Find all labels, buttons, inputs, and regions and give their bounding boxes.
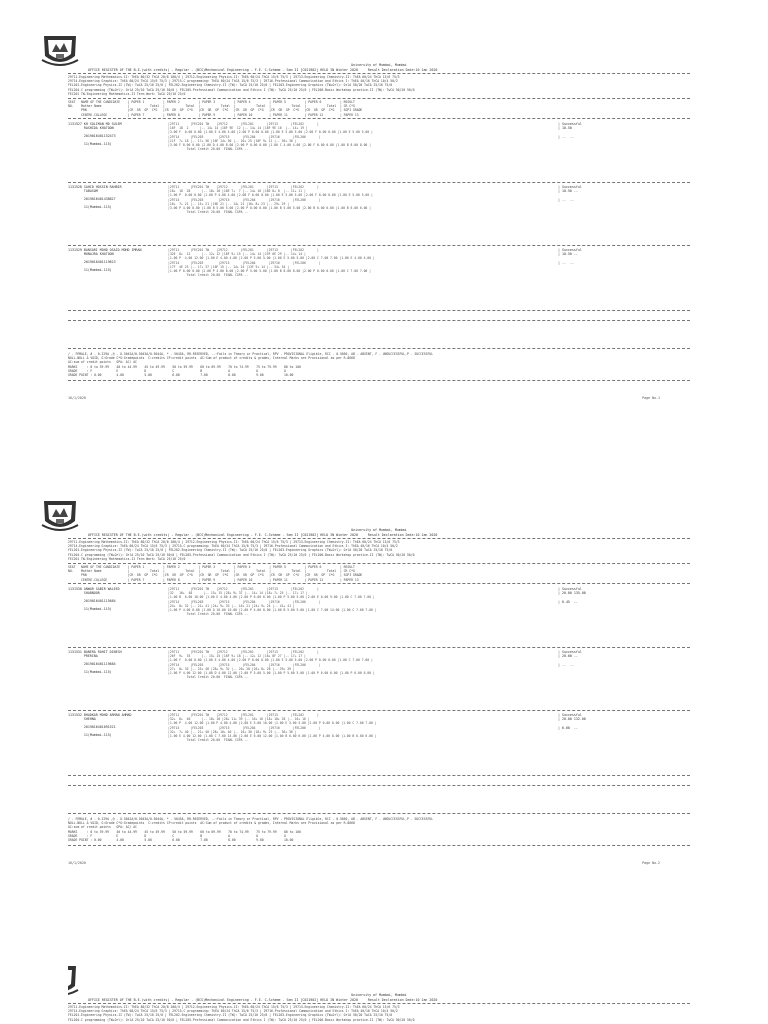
office-register-title: OFFICE REGISTER OF THE B.E.(with credits) - Regular - (BCS)Mechanical Engineering - F.E. C-Scheme - Sem II [C021902] HELD IN Winter 2020 Result Declaration Date:10 Jan 2020 (88, 68, 438, 72)
office-register-title: OFFICE REGISTER OF THE B.E.(with credits) - Regular - (BCS)Mechanical Engineering - F.E. C-Scheme - Sem II [C021902] HELD IN Winter 2020 Result Declaration Date:10 Jan 2020 (88, 533, 438, 537)
divider (68, 380, 690, 381)
result-cell: | Successful | 20.00 135.00 | 6.45 -- (558, 587, 586, 605)
column-header-line: NO. Mother Name | Total | Total | Total | Total | Total | Total | CR C*G (68, 104, 355, 109)
divider (68, 73, 690, 74)
result-cell: | Successful | 10.50 -- | -- -- (558, 248, 582, 266)
divider (68, 710, 690, 711)
subject-list (68, 75, 690, 96)
university-name: University of Mumbai, Mumbai (351, 993, 407, 997)
marks-grid: |29711 |FEC201 TW |29712 |FEL201 |29713 |FEL202 | |32E 8+ 12 |-- 12+ 12 |18F 9+ 15 |-- 14+ 14 |19F 0E 29 |-- 14+ 14 | |1.00 P 4.00 12.00 |1.00 E 4.00 4.00 |2.00 P 5.00 5.00 |1.00 E 5.00 5.00 |2.00 C 7.00 7.00 |1.00 E 4.00 4.00 | |29714 |FEL203 |29715 |FEL204 |29716 |FEL206 | |17F 4E 23 |-- 17+ 37 |16F 15 |-- 14+ 24 |13F 9+ 14 |-- 34+ 34 | |1.00 P 0.00 0.00 |2.00 P 4.00 8.00 |2.00 P 5.00 5.00 |1.00 B 8.00 8.00 |2.00 P 0.00 0.00 |1.00 C 7.00 7.00 | Total Credit 20.00 FINAL CGPA -- (168, 248, 375, 278)
divider (68, 98, 690, 99)
student-record (68, 587, 690, 645)
register-page-2 (68, 495, 690, 895)
office-register-title: OFFICE REGISTER OF THE B.E.(with credits) - Regular - (BCS)Mechanical Engineering - F.E. C-Scheme - Sem II [C021902] HELD IN Winter 2020 Result Declaration Date:10 Jan 2020 (88, 998, 438, 1002)
column-header-line: NO. Mother Name | Total | Total | Total | Total | Total | Total | CR C*G (68, 569, 355, 574)
legend-line: MARKS : 0 to 39.99 40 to 44.99 45 to 49.99 50 to 59.99 60 to 69.99 70 to 74.99 75 to 79.99 80 to 100 (68, 364, 301, 369)
candidate-info: 1131531 BANERA ROHIT DINESH PRERINA 2019016401119684 11(Mumbai-115) (68, 650, 122, 674)
register-page-3 (68, 960, 690, 1024)
result-cell: | Successful | 10.50 | -- -- (558, 122, 582, 140)
result-cell: | Successful | 20.00 -- | -- -- (558, 650, 582, 668)
marks-grid: |29711 |FEC201 TW |29712 |FEL201 |29713 |FEL202 | |18F 18 2 |-- 14+ 14 |18F 9E 12 |-- 14+ 14 |18F 9E 16 |-- 14+ 19 | |3.00 F 0.00 0.00 |1.00 E 4.00 4.00 |2.00 P 0.00 0.00 |1.00 E 5.00 5.00 |2.00 F 0.00 0.00 |1.00 E 5.00 5.00 | |29714 |FEL203 |29715 |FEL204 |29716 |FEL206 | |11F 7+ 18 |-- 17+ 36 |16F 14+ 30 |-- 10+ 25 |10F 9+ 11 |-- 36+ 36 | |3.00 F 0.00 0.00 |2.00 D 4.00 8.00 |2.00 P 0.00 0.00 |1.00 C 4.00 4.00 |2.00 F 0.00 0.00 |1.00 B 8.00 8.00 | Total Credit 20.00 FINAL CGPA -- (168, 122, 373, 152)
subject-line: 29711-Engineering Mathematics-II: ThEA 80/32 ThCA 20/8 100/4 | 29712-Engineering Physics-II: ThEA 60/24 ThCA 15/6 75/3 | 29713-Engineering Chemistry-II: ThEA 60/24 ThCA 15/6 75/3 (68, 1005, 400, 1009)
column-header-line: SEAT NAME OF THE CANDIDATE | PAPER 1 | PAPER 2 | PAPER 3 | PAPER 4 | PAPER 5 | PAPER 6 | RESULT (68, 565, 355, 569)
legend-line: GRADE POINT : 0.00 4.00 5.00 6.00 7.00 8.00 9.00 10.00 (68, 373, 294, 378)
column-header (68, 100, 690, 117)
subject-line: 29711-Engineering Mathematics-II: ThEA 80/32 ThCA 20/8 100/4 | 29712-Engineering Physics-II: ThEA 60/24 ThCA 15/6 75/3 | 29713-Engineering Chemistry-II: ThEA 60/24 ThCA 15/6 75/3 (68, 540, 400, 544)
marks-grid: |29711 |FEC201 TW |29712 |FEL201 |29713 |FEL202 | |32+ 8+ 40 |-- 18+ 18 |28+ 11+ 39 |-- 16+ 16 |18+ 10+ 28 |-- 16+ 16 | |1.00 P 4.00 12.00 |1.00 P 4.00 4.00 |2.00 E 5.00 10.00 |1.00 E 5.00 5.00 |2.00 P 0.00 0.00 |1.00 C 7.00 7.00 | |29714 |FEL203 |29715 |FEL204 |29716 |FEL206 | |32+ 7+ 40 |-- 21+ 40 |28+ 10+ 40 |-- 16+ 30 |18+ 9+ 23 |-- 36+ 36 | |1.00 E 4.00 12.00 |1.00 C 7.00 14.00 |2.00 E 6.00 12.00 |1.00 B 6.00 6.00 |2.00 P 4.00 8.00 |1.00 B 6.00 6.00 | Total Credit 20.00 FINAL CGPA -- (168, 713, 377, 743)
marks-grid: |29711 |FEC201 TW |29712 |FEL201 |29713 |FEL202 | |32 16+ 48 |-- 15+ 15 |28+ 9+ 37 |-- 14+ 14 |18+ 7+ 25 |-- 17+ 17 | |1.00 B 6.00 18.00 |1.00 E 4.00 4.00 |2.00 P 6.00 6.00 |1.00 P 5.00 5.00 |2.00 E 6.00 9.00 |1.00 C 7.00 7.00 | |29714 |FEL203 |29715 |FEL204 |29716 |FEL206 | |24+ 8+ 32 |-- 21+ 41 |24+ 9+ 33 |-- 16+ 21 |24+ 9+ 24 |-- 41+ 41 | |1.00 P 4.00 8.00 |1.00 O 10.00 10.00 |2.00 P 4.00 8.00 |1.00 B 5.00 5.00 |1.00 C 7.00 14.00 |1.00 C 7.00 7.00 | Total Credit 20.00 FINAL CGPA -- (168, 587, 377, 617)
divider (68, 775, 690, 776)
subject-line: FEC201 TW-Engineering Mathematics-II Term Work: TwCA 25/10 25/0 (68, 91, 186, 96)
legend-line: MARKS : 0 to 39.99 40 to 44.99 45 to 49.99 50 to 59.99 60 to 69.99 70 to 74.99 75 to 79.99 80 to 100 (68, 829, 301, 834)
column-header (68, 565, 690, 582)
register-page-1 (68, 30, 690, 430)
legend-line: GRADE POINT : 0.00 4.00 5.00 6.00 7.00 8.00 9.00 10.00 (68, 838, 294, 843)
marks-grid: |29711 |FEC201 TW |29712 |FEL201 |29713 |FEL202 | |26F 9+ 35 |-- 15+ 15 |18F 9+ 18 |-- 12+ 12 |16+ 8F 27 |-- 17+ 17 | |1.00 F 0.00 0.00 |1.00 E 4.00 4.00 |2.00 P 0.00 0.00 |1.00 E 5.00 5.00 |2.00 P 0.00 0.00 |1.00 C 7.00 7.00 | |29714 |FEL203 |29715 |FEL204 |29716 |FEL206 | |27+ 8+ 35 |-- 25+ 48 |28+ 9+ 32 |-- 20+ 28 |26+ 8+ 28 |-- 39+ 39 | |1.00 P 4.00 12.00 |1.00 D 4.00 12.00 |2.00 P 5.00 5.00 |1.00 P 5.00 5.00 |1.00 P 6.00 6.00 |1.00 P 6.00 6.00 | Total Credit 20.00 FINAL CGPA -- (168, 650, 375, 680)
divider (68, 563, 690, 564)
legend-line: NULL-NULL & VOID, G:Grade C*G:Gradepoints C:credits CP:credit points AC:Sum of product of credits & grades, Internal Marks are Provisional as per R.8668 (68, 821, 355, 826)
university-name: University of Mumbai, Mumbai (351, 63, 407, 67)
subject-line: FEL201-Engineering Physics-II (TW): TwCA 25/10 25/0 | FEL202-Engineering Chemistry-II (TW): TwCA 25/10 25/0 | FEL203-Engineering Graphics (TW+Orl): OrlA 50/20 TwCA 25/10 75/0 (68, 83, 393, 88)
column-header-line: PRN |CR GR GP C*G |CR GR GP C*G |CR GR GP C*G |CR GR GP C*G |CR GR GP C*G |CR GR GP C*G | SGPI GRADE (68, 573, 363, 578)
divider (68, 348, 690, 349)
legend (68, 352, 690, 377)
subject-line: FEL201-Engineering Physics-II (TW): TwCA 25/10 25/0 | FEL202-Engineering Chemistry-II (TW): TwCA 25/10 25/0 | FEL203-Engineering Graphics (TW+Orl): OrlA 50/20 TwCA 25/10 75/0 (68, 1013, 393, 1018)
marks-grid: |29711 |FEC201 TW |29712 |FEL201 |29713 |FEL202 | |18+ 18 28 |-- 18+ 18 |18E 7+ 7 |-- 14+ 16 |18E 8+ 8 |-- 11+ 11 | |1.00 P 0.00 0.00 |1.00 P 4.00 4.00 |2.00 F 0.00 0.00 |1.00 E 5.00 5.00 |2.00 F 0.00 0.00 |1.00 E 5.00 5.00 | |29714 |FEL203 |29715 |FEL204 |29716 |FEL206 | |16+ 7+ 21 |-- 15+ 21 |16E 21 |-- 14+ 21 |16+ 8+ 23 |-- 29+ 29 | |3.00 P 4.00 8.00 |1.00 B 5.00 5.00 |2.00 P 0.00 0.00 |1.00 B 5.00 5.00 |2.00 B 6.00 6.00 |1.00 B 6.00 6.00 | Total Credit 20.00 FINAL CGPA -- (168, 185, 373, 215)
divider (68, 813, 690, 814)
candidate-info: 1131528 SAHID HOSSIN RAHBIR TABASUM 2019016401438827 11(Mumbai-115) (68, 185, 122, 209)
divider (68, 785, 690, 786)
column-header-line: SEAT NAME OF THE CANDIDATE | PAPER 1 | PAPER 2 | PAPER 3 | PAPER 4 | PAPER 5 | PAPER 6 | RESULT (68, 100, 355, 104)
column-header-line: PRN |CR GR GP C*G |CR GR GP C*G |CR GR GP C*G |CR GR GP C*G |CR GR GP C*G |CR GR GP C*G | SGPI GRADE (68, 108, 363, 113)
legend (68, 817, 690, 842)
subject-line: 29714-Engineering Graphics: ThEA 60/24 ThCA 15/6 75/3 | 29715-C programming: ThEA 60/24 ThCA 15/6 75/3 | 29716-Professional Communication and Ethics I: ThEA 40/16 ThCA 10/4 50/2 (68, 79, 398, 84)
subject-line: 29714-Engineering Graphics: ThEA 60/24 ThCA 15/6 75/3 | 29715-C programming: ThEA 60/24 ThCA 15/6 75/3 | 29716-Professional Communication and Ethics I: ThEA 40/16 ThCA 10/4 50/2 (68, 544, 398, 549)
subject-line: FEC201 TW-Engineering Mathematics-II Term Work: TwCA 25/10 25/0 (68, 556, 186, 561)
column-header-line: CENTRE-COLLEGE | PAPER 7 | PAPER 8 | PAPER 9 | PAPER 10 | PAPER 11 | PAPER 12 | PAPER 13 (68, 577, 359, 582)
print-date: 16/1/2020 (68, 861, 86, 865)
result-cell: | Successful | 20.00 132.00 | 6.60 -- (558, 713, 586, 731)
candidate-info: 1131530 ANWAR SABIR WALEED SHABNOOR 2019016401115684 11(Mumbai-115) (68, 587, 120, 611)
subject-line: FEL204-C programming (TW+Orl): OrlA 25/10 TwCA 25/10 50/0 | FEL205-Professional Communication and Ethics I (TW): TwCA 25/10 25/0 | FEL206-Basic Workshop practice-II (TW): TwCA 50/20 50/0 (68, 1017, 415, 1022)
legend-line: NULL-NULL & VOID, G:Grade C*G:Gradepoints C:credits CP:credit points AC:Sum of product of credits & grades, Internal Marks are Provisional as per R.8668 (68, 356, 355, 361)
subject-list (68, 540, 690, 561)
print-date: 16/1/2020 (68, 396, 86, 400)
page-number: Page No.1 (642, 396, 660, 400)
divider (68, 118, 690, 119)
university-name: University of Mumbai, Mumbai (351, 528, 407, 532)
divider (68, 583, 690, 584)
candidate-info: 1131532 BHADKAR MOHD ARMAN AHMAD SHEHNA 2019016401091521 11(Mumbai-115) (68, 713, 132, 737)
legend-line: AC:sum of credit points GPA: AC/ AC (68, 360, 137, 365)
page-number: Page No.2 (642, 861, 660, 865)
subject-line: 29711-Engineering Mathematics-II: ThEA 80/32 ThCA 20/8 100/4 | 29712-Engineering Physics-II: ThEA 60/24 ThCA 15/6 75/3 | 29713-Engineering Chemistry-II: ThEA 60/24 ThCA 15/6 75/3 (68, 75, 400, 79)
divider (68, 845, 690, 846)
legend-line: / - FEMALE, # - 0.229A ,@ - O.5042A/0.5043A/O.5044A, * - 5045A, RR-RESERVED, --:Fails in Theory or Practical, RPV - PROVISIONAL Eligible, RCC - 0.5050, AB - ABSENT, F - UNSUCCESSFUL,P - SUCCESSFUL (68, 352, 434, 356)
legend-line: GRADE : F E D C B A O O (68, 833, 286, 838)
candidate-info: 1131527 KH SOLIMAN MD SULEM RASHIDA KHATOON 2019016401152473 11(Mumbai-115) (68, 122, 122, 146)
column-header-line: CENTRE-COLLEGE | PAPER 7 | PAPER 8 | PAPER 9 | PAPER 10 | PAPER 11 | PAPER 12 | PAPER 13 (68, 112, 359, 117)
divider (68, 538, 690, 539)
student-record (68, 185, 690, 243)
result-cell: | Successful | 10.50 -- | -- -- (558, 185, 582, 203)
subject-list (68, 1005, 690, 1022)
divider (68, 320, 690, 321)
student-record (68, 713, 690, 771)
student-record (68, 122, 690, 180)
candidate-info: 1131529 BANSARI MOHD OSAID MOHD IMRAN MUNAJRA KHATOON 2019016401119623 11(Mumbai-115) (68, 248, 142, 272)
divider (68, 310, 690, 311)
legend-line: / - FEMALE, # - 0.229A ,@ - O.5042A/0.5043A/O.5044A, * - 5045A, RR-RESERVED, --:Fails in Theory or Practical, RPV - PROVISIONAL Eligible, RCC - 0.5050, AB - ABSENT, F - UNSUCCESSFUL,P - SUCCESSFUL (68, 817, 434, 821)
student-record (68, 650, 690, 708)
legend-line: AC:sum of credit points GPA: AC/ AC (68, 825, 137, 830)
divider (68, 647, 690, 648)
student-record (68, 248, 690, 306)
subject-line: FEL204-C programming (TW+Orl): OrlA 25/10 TwCA 25/10 50/0 | FEL205-Professional Communication and Ethics I (TW): TwCA 25/10 25/0 | FEL206-Basic Workshop practice-II (TW): TwCA 50/20 50/0 (68, 552, 415, 557)
subject-line: FEL204-C programming (TW+Orl): OrlA 25/10 TwCA 25/10 50/0 | FEL205-Professional Communication and Ethics I (TW): TwCA 25/10 25/0 | FEL206-Basic Workshop practice-II (TW): TwCA 50/20 50/0 (68, 87, 415, 92)
divider (68, 1003, 690, 1004)
legend-line: GRADE : F E D C B A O O (68, 368, 286, 373)
divider (68, 182, 690, 183)
divider (68, 245, 690, 246)
subject-line: FEL201-Engineering Physics-II (TW): TwCA 25/10 25/0 | FEL202-Engineering Chemistry-II (TW): TwCA 25/10 25/0 | FEL203-Engineering Graphics (TW+Orl): OrlA 50/20 TwCA 25/10 75/0 (68, 548, 393, 553)
subject-line: 29714-Engineering Graphics: ThEA 60/24 ThCA 15/6 75/3 | 29715-C programming: ThEA 60/24 ThCA 15/6 75/3 | 29716-Professional Communication and Ethics I: ThEA 40/16 ThCA 10/4 50/2 (68, 1009, 398, 1014)
